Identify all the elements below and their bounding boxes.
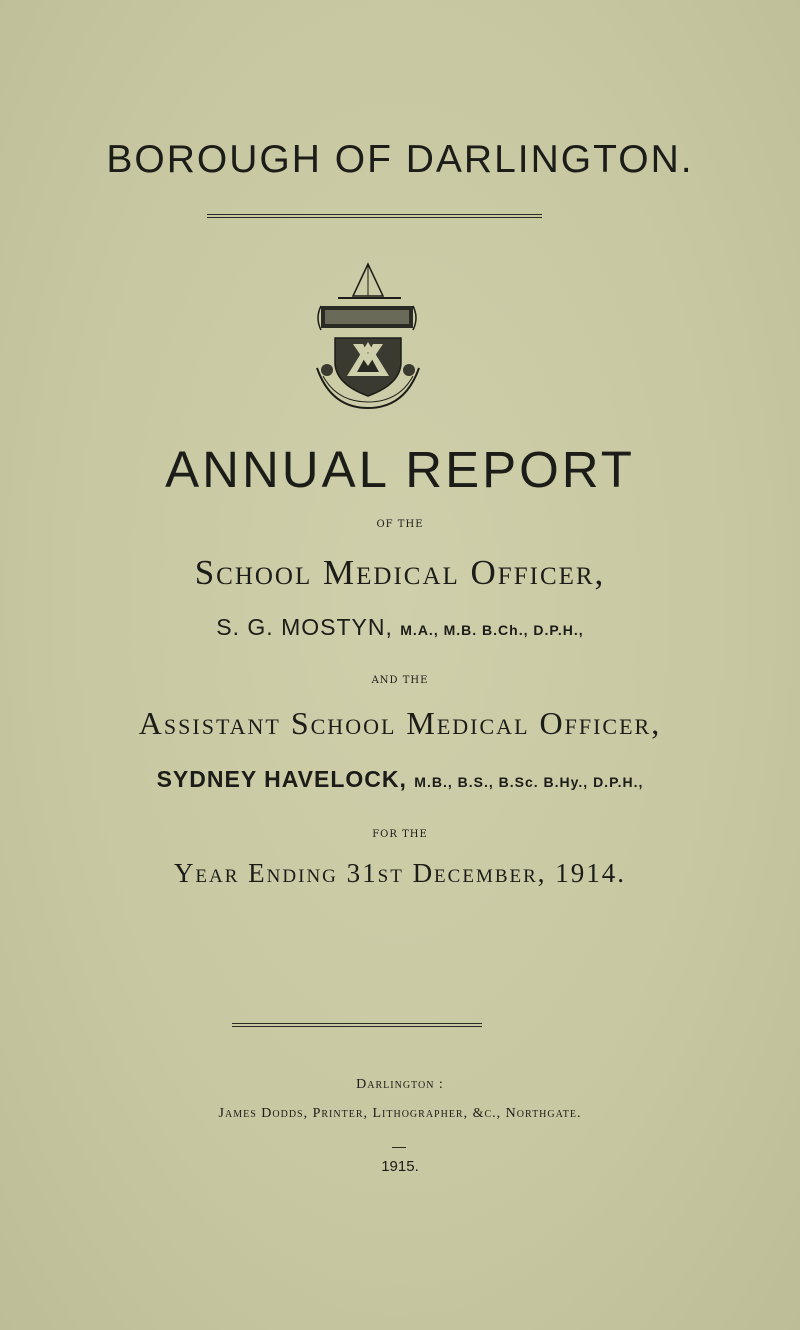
- of-the-label: OF THE: [376, 519, 424, 530]
- assistant-name: SYDNEY HAVELOCK,: [156, 766, 407, 792]
- borough-heading: BOROUGH OF DARLINGTON.: [106, 138, 694, 181]
- officer-name: S. G. MOSTYN,: [216, 614, 393, 640]
- bottom-double-rule: [232, 1023, 482, 1027]
- officer-title: School Medical Officer,: [194, 553, 606, 592]
- report-title: ANNUAL REPORT: [165, 441, 635, 498]
- imprint-place: Darlington :: [356, 1077, 444, 1092]
- officer-qualifications: M.A., M.B. B.Ch., D.P.H.,: [400, 622, 584, 638]
- imprint-dash: [392, 1147, 406, 1148]
- imprint-printer: James Dodds, Printer, Lithographer, &c., Northgate.: [218, 1106, 582, 1121]
- officer-name-line: [0, 614, 800, 641]
- assistant-qualifications: M.B., B.S., B.Sc. B.Hy., D.P.H.,: [414, 774, 644, 790]
- assistant-title: Assistant School Medical Officer,: [138, 705, 662, 741]
- publication-year: 1915.: [381, 1158, 419, 1175]
- top-double-rule: [207, 214, 542, 218]
- and-the-label: AND THE: [371, 675, 429, 686]
- year-ending: Year Ending 31st December, 1914.: [173, 858, 627, 888]
- for-the-label: FOR THE: [372, 829, 428, 840]
- borough-crest-icon: [313, 258, 423, 418]
- assistant-name-line: [0, 766, 800, 793]
